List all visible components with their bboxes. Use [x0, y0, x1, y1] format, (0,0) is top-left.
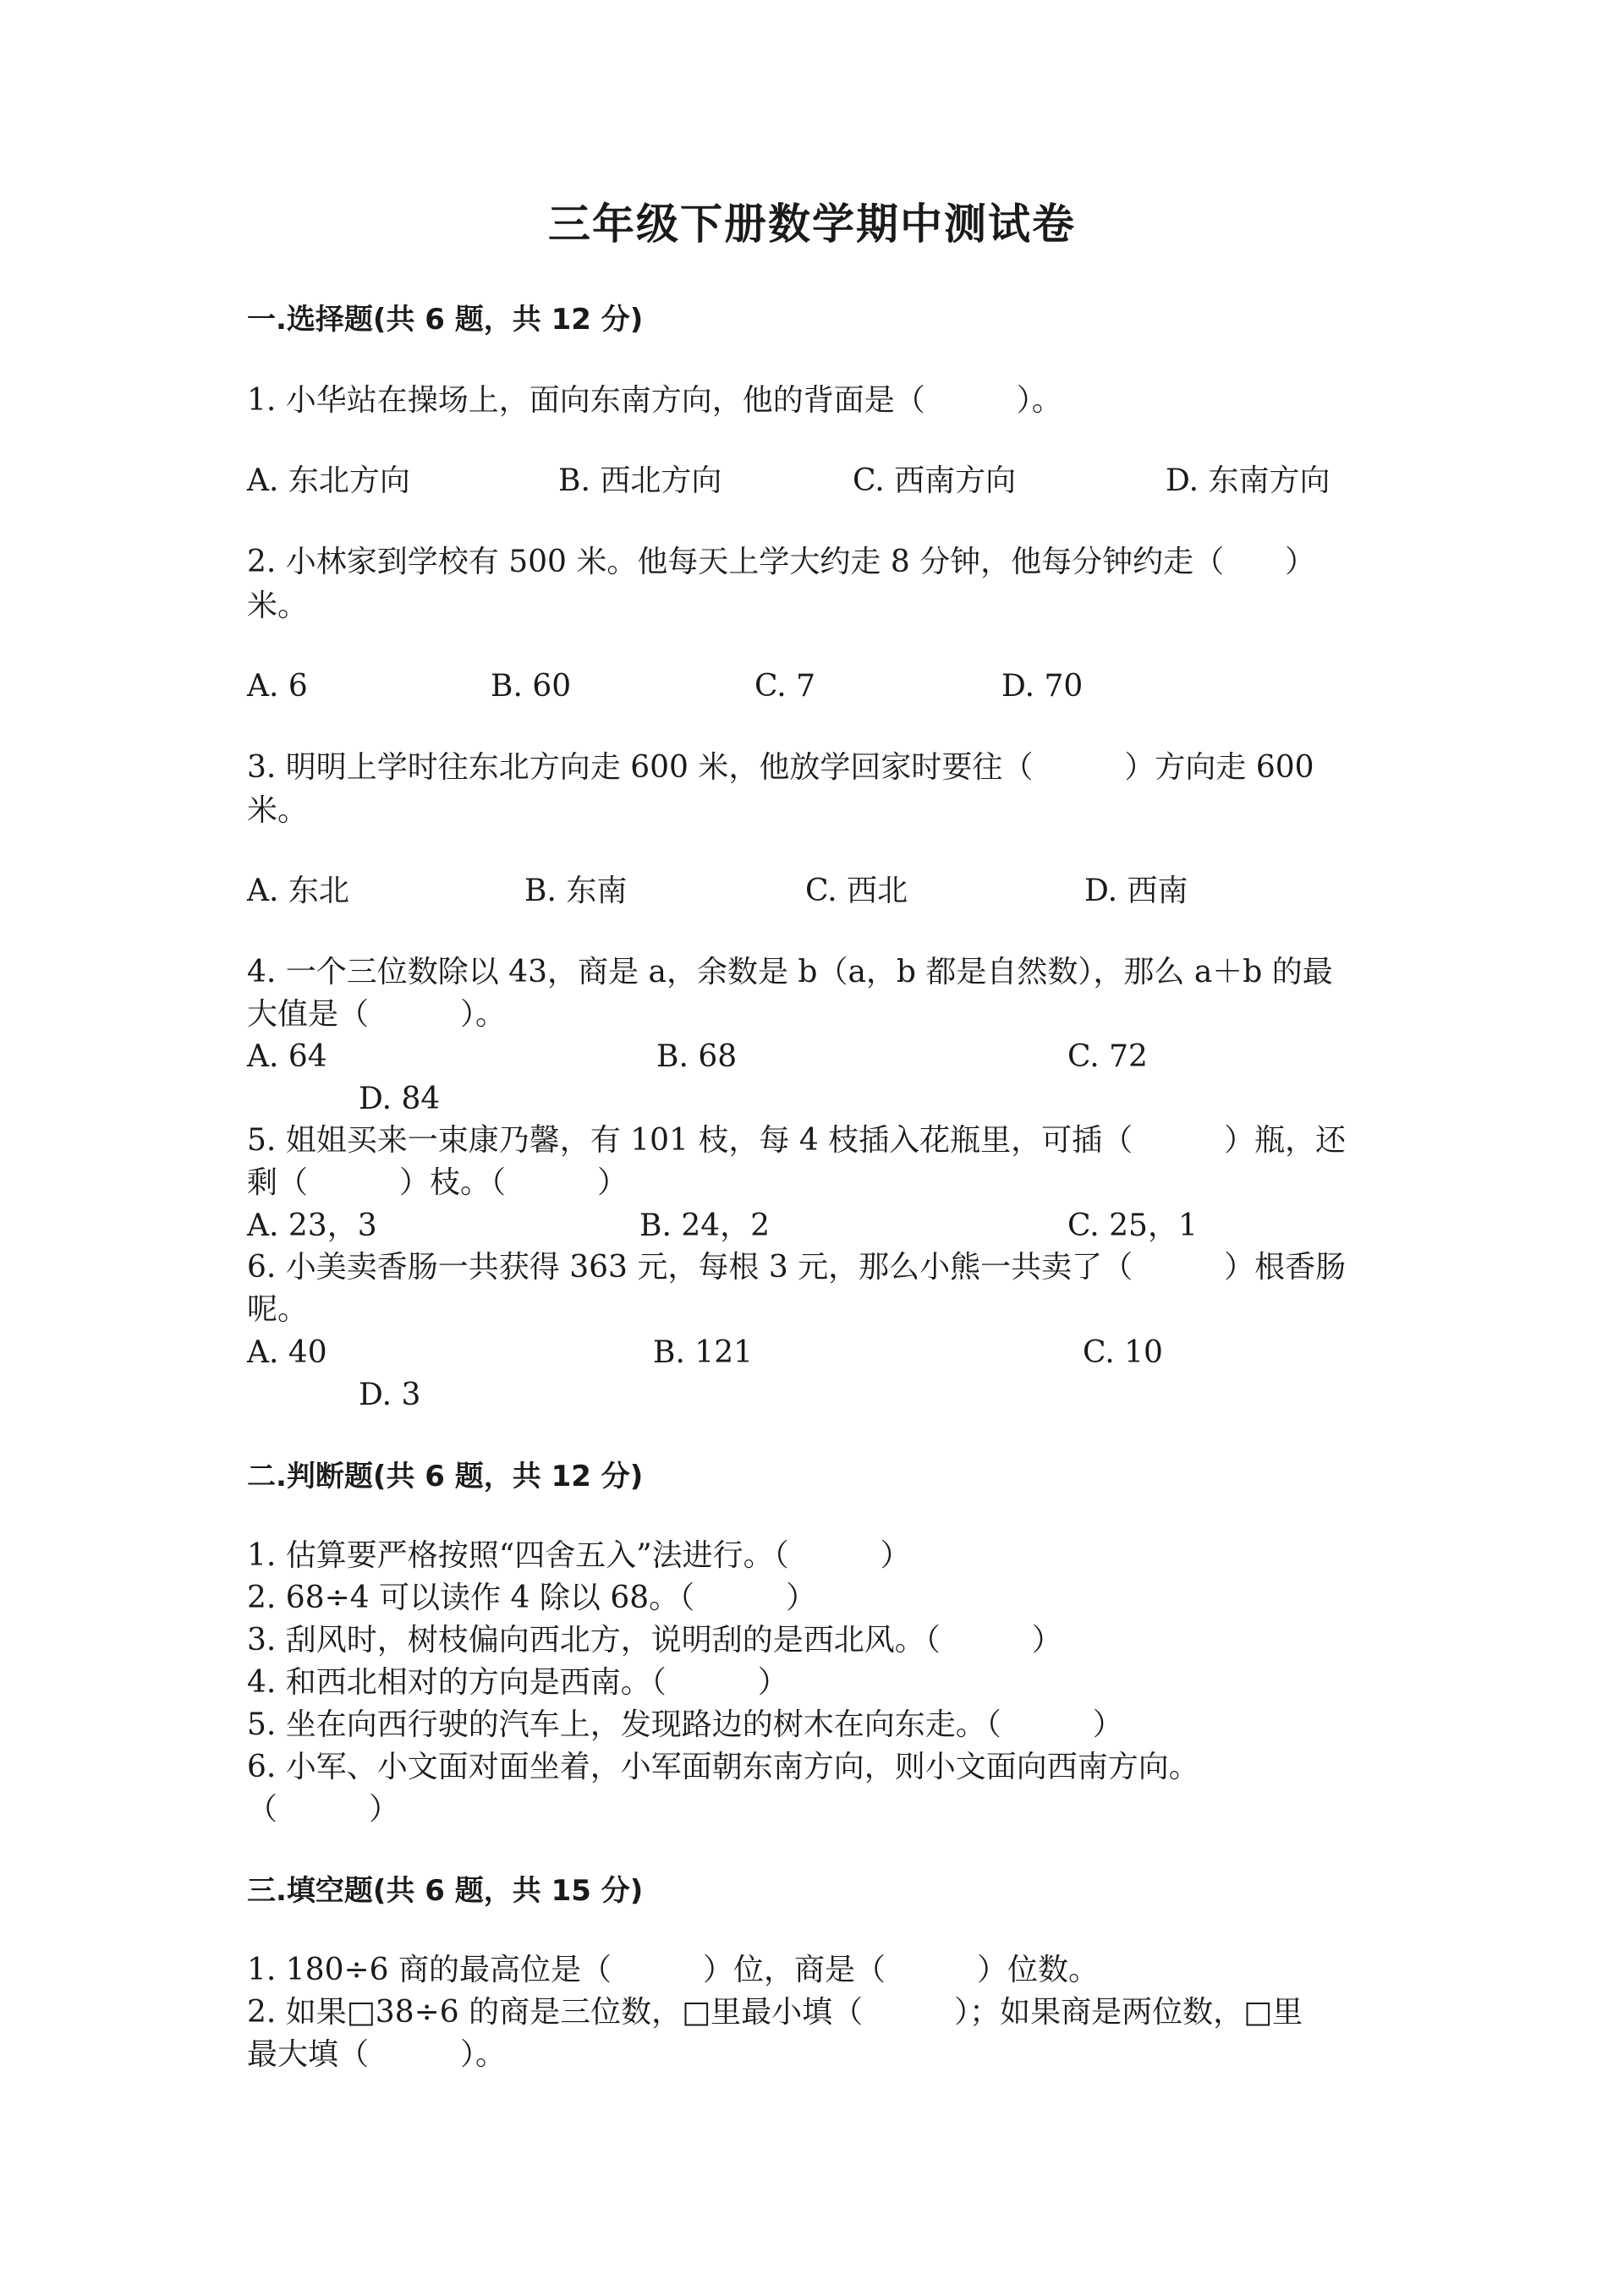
option-d: D. 84 [359, 1082, 441, 1116]
option-b: B. 68 [656, 1039, 738, 1074]
option-a: A. 23，3 [247, 1208, 377, 1243]
option-d: D. 3 [359, 1378, 421, 1412]
question-text-continued: 大值是（ ）。 [247, 997, 507, 1032]
fill-in-item: 2. 如果□38÷6 的商是三位数，□里最小填（ ）；如果商是两位数，□里 [247, 1995, 1303, 2030]
option-c: C. 7 [754, 669, 816, 704]
judgment-item: 1. 估算要严格按照“四舍五入”法进行。（ ） [247, 1538, 911, 1573]
question-text-continued: 米。 [247, 793, 309, 828]
judgment-item-continued: （ ） [247, 1792, 400, 1827]
judgment-item: 6. 小军、小文面对面坐着，小军面朝东南方向，则小文面向西南方向。 [247, 1750, 1199, 1784]
option-c: C. 25，1 [1067, 1208, 1198, 1243]
option-b: B. 121 [653, 1335, 754, 1370]
question-text-continued: 米。 [247, 589, 309, 623]
judgment-item: 3. 刮风时，树枝偏向西北方，说明刮的是西北风。（ ） [247, 1623, 1062, 1658]
page-title: 三年级下册数学期中测试卷 [548, 200, 1076, 249]
option-d: D. 东南方向 [1166, 463, 1330, 498]
question-text: 6. 小美卖香肠一共获得 363 元，每根 3 元，那么小熊一共卖了（ ）根香肠 [247, 1250, 1347, 1285]
fill-in-item-continued: 最大填（ ）。 [247, 2037, 507, 2072]
judgment-item: 4. 和西北相对的方向是西南。（ ） [247, 1665, 788, 1700]
option-d: D. 70 [1001, 669, 1084, 704]
question-text: 2. 小林家到学校有 500 米。他每天上学大约走 8 分钟，他每分钟约走（ ） [247, 545, 1316, 579]
question-text: 5. 姐姐买来一束康乃馨，有 101 枝，每 4 枝插入花瓶里，可插（ ）瓶，还 [247, 1123, 1347, 1158]
option-c: C. 10 [1083, 1335, 1163, 1370]
option-b: B. 60 [491, 669, 572, 704]
option-b: B. 24，2 [639, 1208, 771, 1243]
question-text: 4. 一个三位数除以 43，商是 a，余数是 b（a，b 都是自然数），那么 a＋b 的最 [247, 955, 1333, 989]
question-text-continued: 呢。 [247, 1292, 309, 1327]
option-b: B. 东南 [524, 874, 628, 908]
option-b: B. 西北方向 [558, 463, 722, 498]
fill-in-item: 1. 180÷6 商的最高位是（ ）位，商是（ ）位数。 [247, 1953, 1100, 1987]
judgment-item: 2. 68÷4 可以读作 4 除以 68。（ ） [247, 1581, 817, 1615]
option-a: A. 东北方向 [247, 463, 410, 498]
option-a: A. 40 [247, 1335, 327, 1370]
section-heading-choice: 一.选择题(共 6 题，共 12 分) [247, 303, 644, 337]
option-c: C. 西北 [805, 874, 908, 908]
option-d: D. 西南 [1084, 874, 1188, 908]
option-a: A. 东北 [247, 874, 349, 908]
question-text-continued: 剩（ ）枝。（ ） [247, 1165, 628, 1200]
option-a: A. 6 [247, 669, 308, 704]
section-heading-judgment: 二.判断题(共 6 题，共 12 分) [247, 1460, 644, 1493]
question-text: 1. 小华站在操场上，面向东南方向，他的背面是（ ）。 [247, 383, 1062, 418]
judgment-item: 5. 坐在向西行驶的汽车上，发现路边的树木在向东走。（ ） [247, 1707, 1123, 1742]
option-c: C. 西南方向 [853, 463, 1017, 498]
section-heading-fill-in: 三.填空题(共 6 题，共 15 分) [247, 1874, 644, 1908]
option-c: C. 72 [1067, 1039, 1148, 1074]
option-a: A. 64 [247, 1039, 327, 1074]
question-text: 3. 明明上学时往东北方向走 600 米，他放学回家时要往（ ）方向走 600 [247, 750, 1314, 785]
